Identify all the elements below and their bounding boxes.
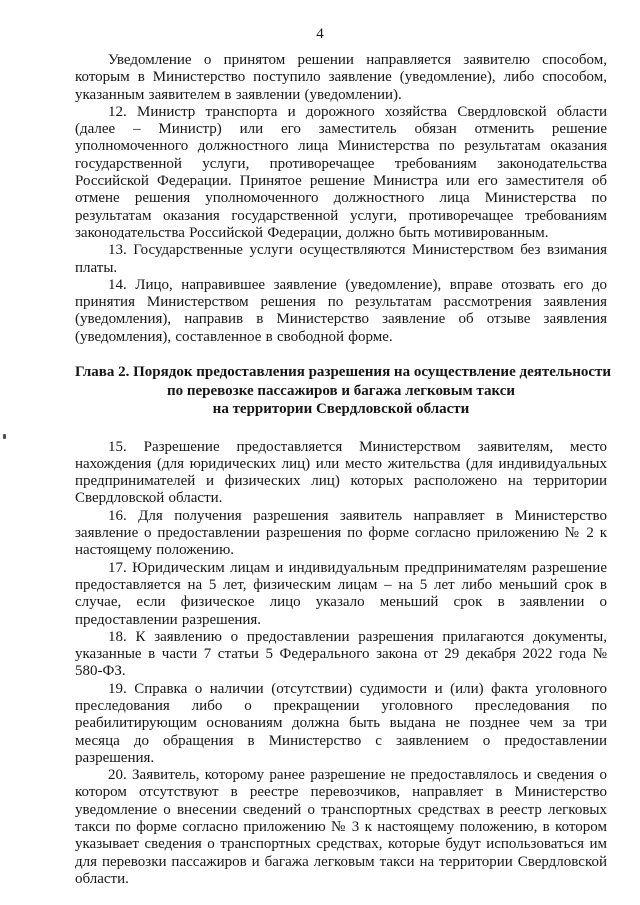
paragraph-17: 17. Юридическим лицам и индивидуальным предпринимателям разрешение предоставляется на 5 лет, физическим лицам – на 5 лет либо меньший срок в случае, если физическое лицо указало меньший срок в заявлении о предоставлении разрешения. <box>75 559 607 628</box>
paragraph-19: 19. Справка о наличии (отсутствии) судимости и (или) факта уголовного преследования либо о прекращении уголовного преследования по реабилитирующим основаниям должна быть выдана не позднее чем за три месяца до обращения в Министерство с заявлением о предоставлении разрешения. <box>75 680 607 766</box>
paragraph-15: 15. Разрешение предоставляется Министерством заявителям, место нахождения (для юридических лиц) или место жительства (для индивидуальных предпринимателей и физических лиц) которых расположено на территории Свердловской области. <box>75 438 607 507</box>
page-number: 4 <box>316 26 324 42</box>
chapter-heading-line-2: по перевозке пассажиров и багажа легковым такси <box>166 382 516 399</box>
paragraph-intro: Уведомление о принятом решении направляется заявителю способом, которым в Министерство поступило заявление (уведомление), либо способом, указанным заявителем в заявлении (уведомлении). <box>75 52 607 103</box>
paragraph-12: 12. Министр транспорта и дорожного хозяйства Свердловской области (далее – Министр) или его заместитель обязан отменить решение уполномоченного должностного лица Министерства по результатам оказания государственной услуги, противоречащее требованиям законодательства Российской Федерации. Принятое решение Министра или его заместителя об отмене решения уполномоченного должностного лица Министерства по результатам оказания государственной услуги, противоречащее требованиям законодательства Российской Федерации, должно быть мотивированным. <box>75 103 607 241</box>
chapter-2-heading <box>75 363 612 419</box>
chapter-heading-line-1: Глава 2. Порядок предоставления разрешения на осуществление деятельности <box>75 364 612 381</box>
paragraph-13: 13. Государственные услуги осуществляются Министерством без взимания платы. <box>75 242 607 276</box>
scan-artifact <box>3 434 6 439</box>
paragraph-16: 16. Для получения разрешения заявитель направляет в Министерство заявление о предоставлении разрешения по форме согласно приложению № 2 к настоящему положению. <box>75 507 607 559</box>
paragraph-18: 18. К заявлению о предоставлении разрешения прилагаются документы, указанные в части 7 статьи 5 Федерального закона от 29 декабря 2022 года № 580-ФЗ. <box>75 628 607 680</box>
paragraph-14: 14. Лицо, направившее заявление (уведомление), вправе отозвать его до принятия Министерством решения по результатам рассмотрения заявления (уведомления), направив в Министерство заявление об отзыве заявления (уведомления), составленное в свободной форме. <box>75 276 607 345</box>
paragraph-20: 20. Заявитель, которому ранее разрешение не предоставлялось и сведения о котором отсутствуют в реестре перевозчиков, направляет в Министерство уведомление о внесении сведений о транспортных средствах в реестр легковых такси по форме согласно приложению № 3 к настоящему положению, в котором указывает сведения о транспортных средствах, которые будут использоваться им для перевозки пассажиров и багажа легковым такси на территории Свердловской области. <box>75 767 607 887</box>
chapter-heading-line-3: на территории Свердловской области <box>212 401 470 418</box>
